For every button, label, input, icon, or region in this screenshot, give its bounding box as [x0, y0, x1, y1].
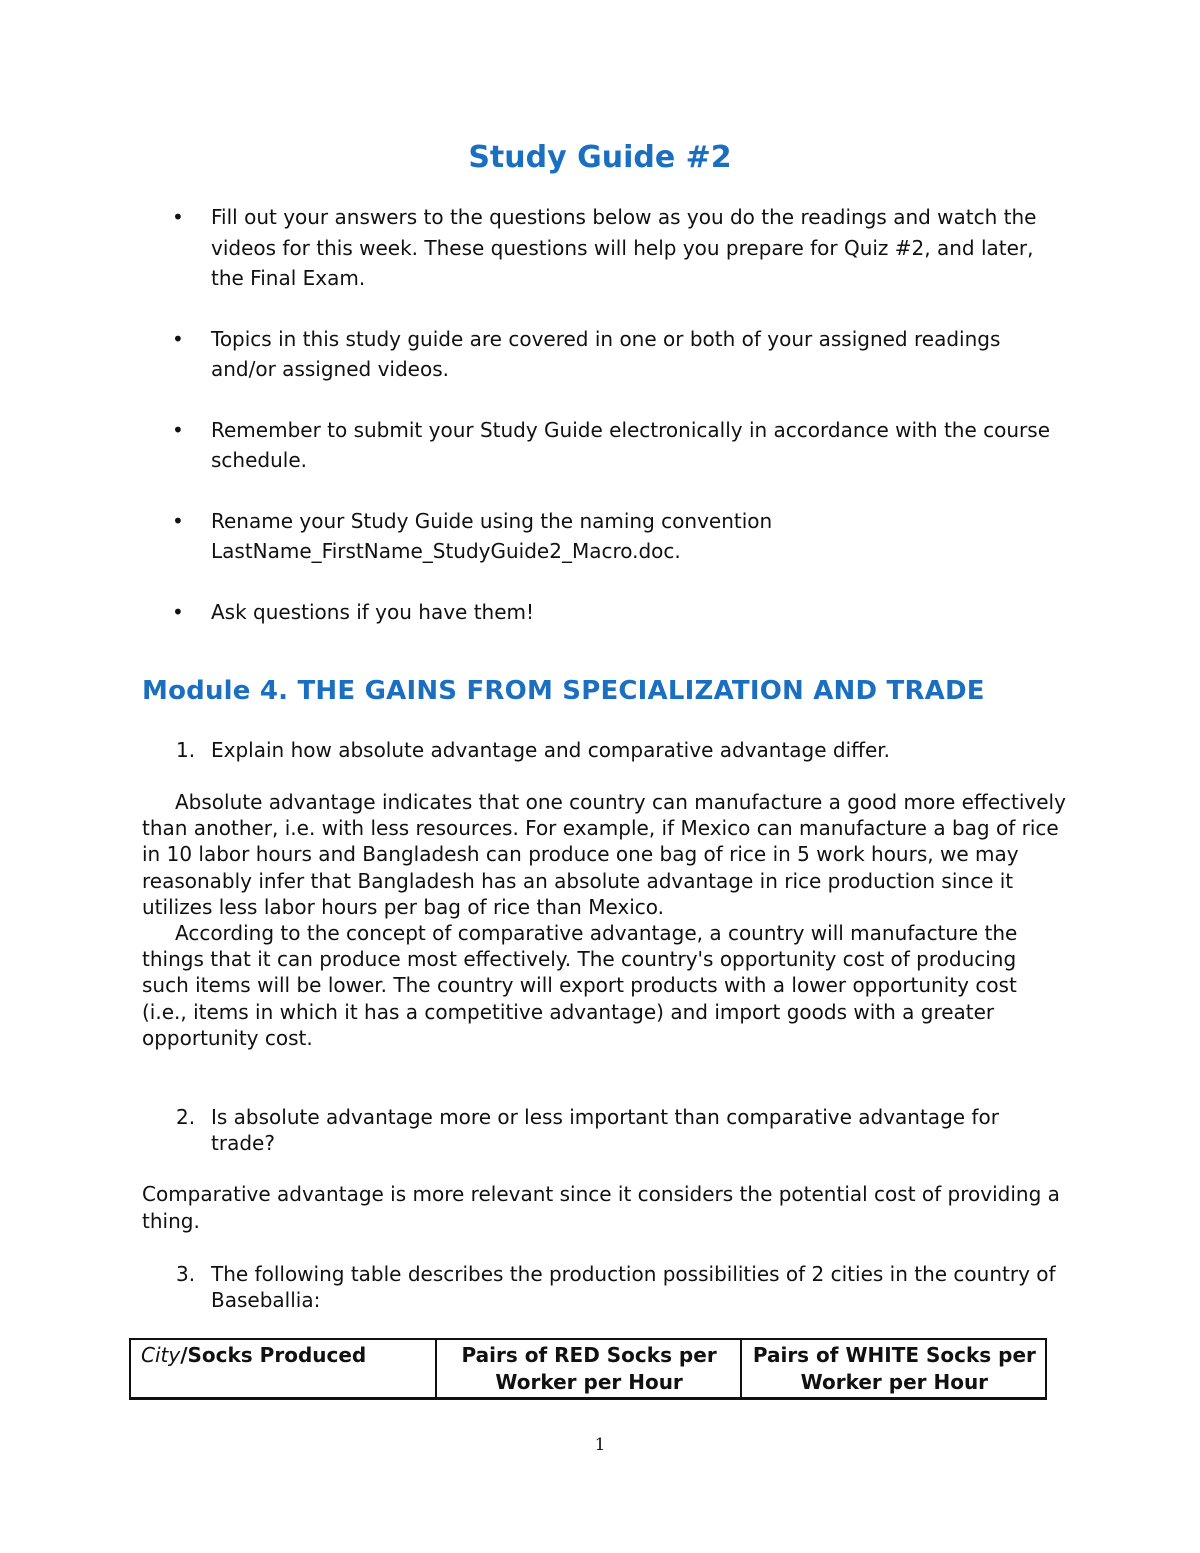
- table-header-row: [130, 1339, 1046, 1399]
- bullet-text: Remember to submit your Study Guide electronically in accordance with the course schedule.: [211, 417, 1051, 472]
- module-heading: Module 4. THE GAINS FROM SPECIALIZATION AND TRADE: [142, 676, 985, 706]
- answer-paragraph: Absolute advantage indicates that one country can manufacture a good more effectively than another, i.e. with less resources. For example, if Mexico can manufacture a bag of rice in 10 labor hours and Bangladesh can produce one bag of rice in 5 work hours, we may reasonably infer that Bangladesh has an absolute advantage in rice production since it utilizes less labor hours per bag of rice than Mexico.: [142, 790, 1066, 919]
- bullet-icon: •: [172, 508, 184, 533]
- list-item: [170, 415, 1050, 476]
- list-item: [170, 202, 1050, 294]
- question-number: 3.: [176, 1262, 196, 1286]
- list-item: [170, 506, 1050, 567]
- header-city-italic: City: [141, 1343, 181, 1367]
- answer-paragraph: According to the concept of comparative advantage, a country will manufacture the things that it can produce most effectively. The country's opportunity cost of producing such items will be lower. The country will export products with a lower opportunity cost (i.e., items in which it has a competitive advantage) and import goods with a greater opportunity cost.: [142, 921, 1018, 1050]
- question-number: 2.: [176, 1105, 196, 1129]
- bullet-text: Ask questions if you have them!: [211, 599, 535, 624]
- bullet-icon: •: [172, 417, 184, 442]
- list-item: [170, 597, 1050, 628]
- bullet-text: Fill out your answers to the questions below as you do the readings and watch the videos for this week. These questions will help you prepare for Quiz #2, and later, the Final Exam.: [211, 205, 1037, 290]
- question-number: 1.: [176, 738, 196, 762]
- question-text: The following table describes the production possibilities of 2 cities in the country of Baseballia:: [211, 1262, 1056, 1312]
- production-table: [129, 1338, 1047, 1400]
- question-2: [176, 1104, 1056, 1156]
- header-white-socks: Pairs of WHITE Socks per Worker per Hour: [741, 1339, 1046, 1399]
- header-city-rest: /Socks Produced: [180, 1343, 367, 1367]
- header-red-socks: Pairs of RED Socks per Worker per Hour: [436, 1339, 741, 1399]
- question-text: Is absolute advantage more or less important than comparative advantage for trade?: [211, 1105, 999, 1155]
- bullet-text: Topics in this study guide are covered in one or both of your assigned readings and/or assigned videos.: [211, 326, 1001, 381]
- answer-2: Comparative advantage is more relevant since it considers the potential cost of providing a thing.: [142, 1182, 1060, 1233]
- answer-1: [142, 789, 1067, 1051]
- bullet-icon: •: [172, 326, 184, 351]
- bullet-text: Rename your Study Guide using the naming convention LastName_FirstName_StudyGuide2_Macro.doc.: [211, 508, 773, 563]
- page-title: Study Guide #2: [468, 140, 732, 175]
- instructions-list: [170, 202, 1050, 657]
- list-item: [170, 324, 1050, 385]
- header-city: [130, 1339, 436, 1399]
- page-number: 1: [594, 1435, 606, 1455]
- question-3: [176, 1261, 1056, 1313]
- bullet-icon: •: [172, 205, 184, 229]
- bullet-icon: •: [172, 599, 184, 624]
- question-1: [176, 737, 1056, 763]
- question-text: Explain how absolute advantage and comparative advantage differ.: [211, 738, 890, 762]
